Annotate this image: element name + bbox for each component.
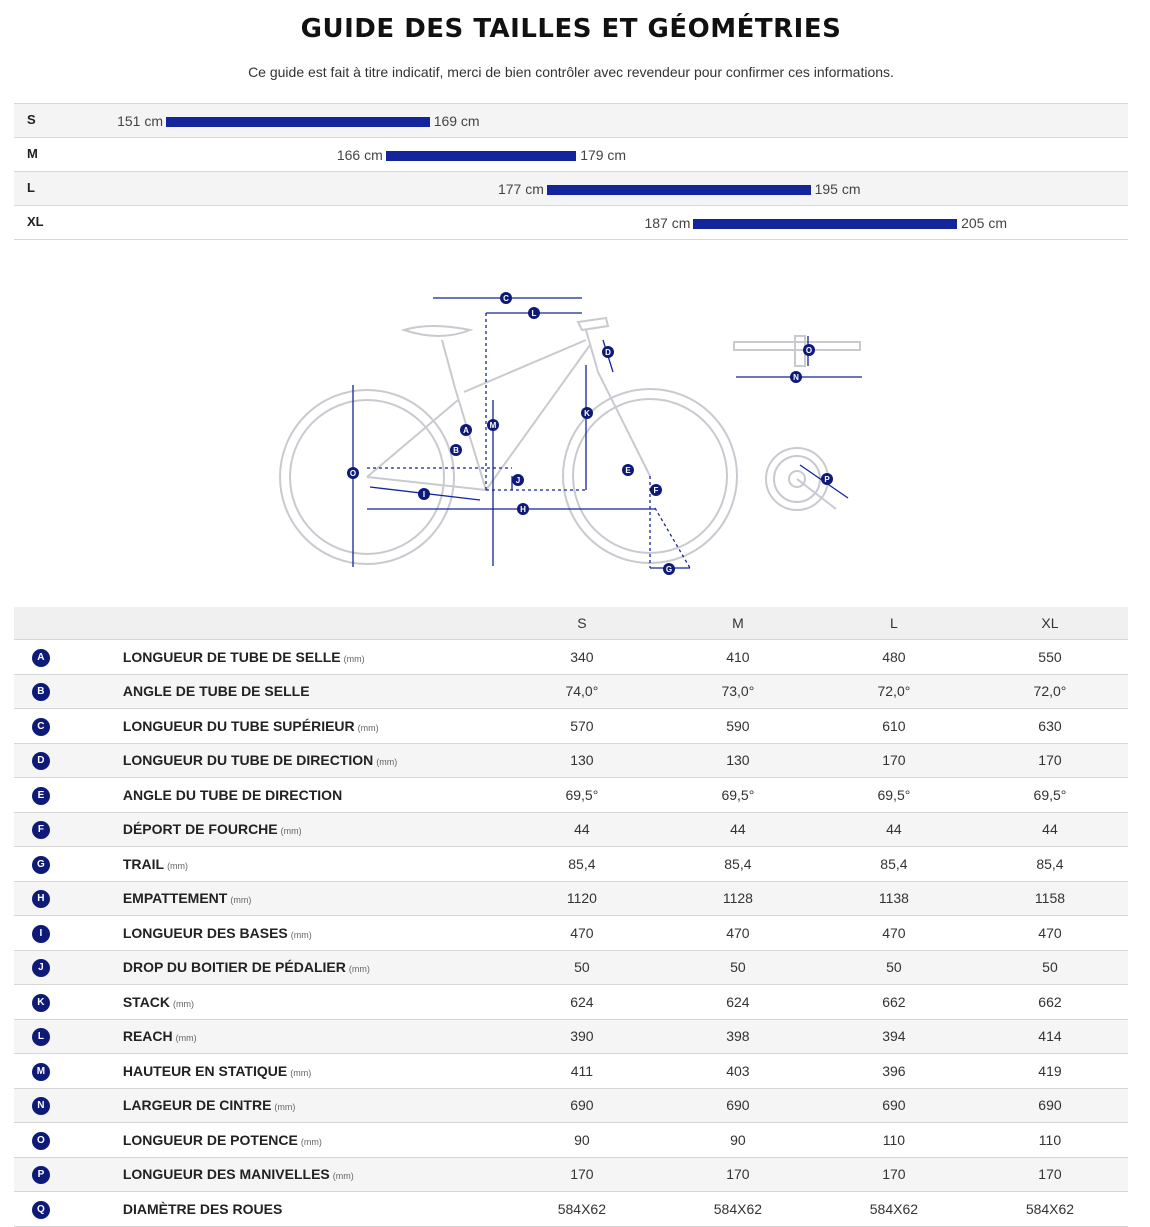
row-badge-cell — [14, 674, 68, 709]
letter-badge: M — [32, 1063, 50, 1081]
handlebar-drawing — [734, 336, 860, 366]
size-range-chart — [14, 103, 1128, 240]
row-value: 584X62 — [504, 1192, 660, 1227]
letter-badge: E — [32, 787, 50, 805]
diagram-marker — [517, 503, 529, 515]
row-value: 480 — [816, 640, 972, 675]
table-row — [14, 1054, 1128, 1089]
table-header-row — [14, 607, 1128, 640]
range-max-label: 169 cm — [433, 113, 480, 129]
row-unit: (mm) — [274, 1102, 296, 1113]
range-max-label: 205 cm — [961, 215, 1008, 231]
table-row — [14, 709, 1128, 744]
row-label: DÉPORT DE FOURCHE — [122, 821, 278, 838]
row-label-cell — [68, 778, 504, 813]
row-value: 85,4 — [816, 847, 972, 882]
diagram-marker — [528, 307, 540, 319]
row-badge-cell — [14, 1123, 68, 1158]
row-value: 624 — [660, 985, 816, 1020]
range-min-label: 151 cm — [117, 113, 163, 129]
row-value: 584X62 — [816, 1192, 972, 1227]
row-value: 50 — [504, 950, 660, 985]
diagram-marker — [512, 474, 524, 486]
row-value: 624 — [504, 985, 660, 1020]
row-value: 470 — [816, 916, 972, 951]
row-unit: (mm) — [175, 1033, 197, 1044]
row-value: 110 — [816, 1123, 972, 1158]
row-value: 50 — [660, 950, 816, 985]
table-row — [14, 985, 1128, 1020]
diagram-marker — [602, 346, 614, 358]
svg-text:A: A — [463, 426, 469, 435]
row-unit: (mm) — [332, 1171, 354, 1182]
svg-text:F: F — [653, 486, 659, 495]
row-value: 398 — [660, 1019, 816, 1054]
row-value: 470 — [660, 916, 816, 951]
row-value: 470 — [504, 916, 660, 951]
diagram-marker — [790, 371, 802, 383]
row-label: LARGEUR DE CINTRE — [122, 1097, 272, 1114]
size-range-row — [14, 137, 1128, 171]
table-row — [14, 1157, 1128, 1192]
row-badge-cell — [14, 881, 68, 916]
svg-text:J: J — [515, 476, 521, 485]
row-value: 110 — [972, 1123, 1128, 1158]
row-value: 130 — [504, 743, 660, 778]
diagram-marker — [347, 467, 359, 479]
diagram-marker — [650, 484, 662, 496]
svg-text:O: O — [805, 346, 813, 355]
row-label: TRAIL — [122, 855, 165, 872]
table-row — [14, 881, 1128, 916]
row-value: 340 — [504, 640, 660, 675]
row-label-cell — [68, 1123, 504, 1158]
row-value: 584X62 — [660, 1192, 816, 1227]
header-size-m: M — [660, 607, 816, 640]
header-size-s: S — [504, 607, 660, 640]
row-badge-cell — [14, 709, 68, 744]
row-label: HAUTEUR EN STATIQUE — [122, 1062, 288, 1079]
size-label: L — [27, 180, 35, 195]
header-size-l: L — [816, 607, 972, 640]
letter-badge: P — [32, 1166, 50, 1184]
page-subtitle: Ce guide est fait à titre indicatif, merci de bien contrôler avec revendeur pour confirmer ces informations. — [248, 64, 894, 80]
svg-text:D: D — [605, 348, 611, 357]
row-label-cell — [68, 674, 504, 709]
range-bar — [386, 151, 576, 161]
table-row — [14, 1088, 1128, 1123]
row-label-cell — [68, 950, 504, 985]
row-value: 170 — [972, 1157, 1128, 1192]
row-value: 690 — [972, 1088, 1128, 1123]
row-label: LONGUEUR DE TUBE DE SELLE — [122, 648, 341, 665]
row-value: 1128 — [660, 881, 816, 916]
row-label-cell — [68, 847, 504, 882]
row-unit: (mm) — [300, 1136, 322, 1147]
row-value: 410 — [660, 640, 816, 675]
row-value: 170 — [816, 1157, 972, 1192]
svg-text:M: M — [489, 421, 497, 430]
row-badge-cell — [14, 847, 68, 882]
row-value: 690 — [504, 1088, 660, 1123]
row-badge-cell — [14, 1088, 68, 1123]
letter-badge: K — [32, 994, 50, 1012]
page-title: GUIDE DES TAILLES ET GÉOMÉTRIES — [300, 14, 842, 44]
diagram-marker — [821, 473, 833, 485]
row-label: DIAMÈTRE DES ROUES — [122, 1200, 283, 1217]
row-value: 630 — [972, 709, 1128, 744]
row-label: DROP DU BOITIER DE PÉDALIER — [122, 959, 346, 976]
row-label-cell — [68, 985, 504, 1020]
svg-text:N: N — [793, 373, 799, 382]
row-value: 411 — [504, 1054, 660, 1089]
table-row — [14, 916, 1128, 951]
svg-text:G: G — [665, 565, 673, 574]
row-value: 74,0° — [504, 674, 660, 709]
row-label: REACH — [122, 1028, 173, 1045]
row-badge-cell — [14, 1054, 68, 1089]
row-label: LONGUEUR DE POTENCE — [122, 1131, 298, 1148]
row-badge-cell — [14, 985, 68, 1020]
svg-text:E: E — [625, 466, 631, 475]
letter-badge: D — [32, 752, 50, 770]
row-value: 72,0° — [816, 674, 972, 709]
svg-text:B: B — [453, 446, 459, 455]
row-value: 570 — [504, 709, 660, 744]
row-badge-cell — [14, 916, 68, 951]
bike-frame-drawing — [280, 318, 737, 564]
row-value: 44 — [972, 812, 1128, 847]
row-unit: (mm) — [376, 757, 398, 768]
row-badge-cell — [14, 1192, 68, 1227]
row-unit: (mm) — [280, 826, 302, 837]
letter-badge: Q — [32, 1201, 50, 1219]
range-bar — [547, 185, 811, 195]
row-badge-cell — [14, 743, 68, 778]
size-label: S — [27, 112, 36, 127]
diagram-marker — [803, 344, 815, 356]
row-value: 72,0° — [972, 674, 1128, 709]
size-label: XL — [27, 214, 44, 229]
diagram-marker — [450, 444, 462, 456]
diagram-marker — [487, 419, 499, 431]
letter-badge: J — [32, 959, 50, 977]
size-label: M — [27, 146, 38, 161]
svg-text:O: O — [349, 469, 357, 478]
row-value: 73,0° — [660, 674, 816, 709]
header-size-xl: XL — [972, 607, 1128, 640]
row-label: ANGLE DE TUBE DE SELLE — [122, 683, 310, 700]
row-value: 396 — [816, 1054, 972, 1089]
row-value: 69,5° — [972, 778, 1128, 813]
row-label-cell — [68, 640, 504, 675]
row-value: 170 — [972, 743, 1128, 778]
table-row — [14, 1019, 1128, 1054]
row-value: 170 — [816, 743, 972, 778]
row-value: 662 — [816, 985, 972, 1020]
diagram-marker — [663, 563, 675, 575]
row-value: 403 — [660, 1054, 816, 1089]
row-unit: (mm) — [290, 1067, 312, 1078]
row-unit: (mm) — [173, 998, 195, 1009]
row-value: 1138 — [816, 881, 972, 916]
range-max-label: 195 cm — [814, 181, 861, 197]
row-unit: (mm) — [348, 964, 370, 975]
row-value: 170 — [504, 1157, 660, 1192]
row-value: 44 — [816, 812, 972, 847]
letter-badge: F — [32, 821, 50, 839]
row-label-cell — [68, 881, 504, 916]
table-row — [14, 1192, 1128, 1227]
row-value: 394 — [816, 1019, 972, 1054]
svg-text:H: H — [520, 505, 526, 514]
row-badge-cell — [14, 640, 68, 675]
geometry-table — [14, 607, 1128, 1227]
row-badge-cell — [14, 812, 68, 847]
row-label: LONGUEUR DES MANIVELLES — [122, 1166, 330, 1183]
row-badge-cell — [14, 950, 68, 985]
row-label-cell — [68, 1192, 504, 1227]
diagram-marker — [460, 424, 472, 436]
row-label: LONGUEUR DU TUBE SUPÉRIEUR — [122, 717, 355, 734]
diagram-marker — [622, 464, 634, 476]
row-value: 390 — [504, 1019, 660, 1054]
row-badge-cell — [14, 778, 68, 813]
letter-badge: G — [32, 856, 50, 874]
letter-badge: B — [32, 683, 50, 701]
table-row — [14, 778, 1128, 813]
svg-text:P: P — [824, 475, 830, 484]
svg-text:K: K — [584, 409, 590, 418]
row-value: 85,4 — [660, 847, 816, 882]
diagram-marker — [581, 407, 593, 419]
row-label-cell — [68, 812, 504, 847]
range-min-label: 187 cm — [644, 215, 691, 231]
row-value: 90 — [660, 1123, 816, 1158]
range-min-label: 166 cm — [336, 147, 383, 163]
table-row — [14, 812, 1128, 847]
row-value: 662 — [972, 985, 1128, 1020]
diagram-marker — [500, 292, 512, 304]
table-row — [14, 847, 1128, 882]
header-empty-label — [68, 607, 504, 640]
row-value: 85,4 — [504, 847, 660, 882]
letter-badge: O — [32, 1132, 50, 1150]
table-row — [14, 1123, 1128, 1158]
size-range-row — [14, 205, 1128, 240]
row-value: 170 — [660, 1157, 816, 1192]
diagram-marker — [418, 488, 430, 500]
row-label: EMPATTEMENT — [122, 890, 228, 907]
row-value: 90 — [504, 1123, 660, 1158]
range-min-label: 177 cm — [497, 181, 544, 197]
row-value: 44 — [504, 812, 660, 847]
row-value: 69,5° — [660, 778, 816, 813]
range-bar — [693, 219, 957, 229]
row-label-cell — [68, 1054, 504, 1089]
row-value: 584X62 — [972, 1192, 1128, 1227]
bike-geometry-diagram — [0, 240, 1150, 590]
svg-text:L: L — [531, 309, 537, 318]
row-value: 85,4 — [972, 847, 1128, 882]
row-value: 690 — [816, 1088, 972, 1123]
letter-badge: A — [32, 649, 50, 667]
row-badge-cell — [14, 1019, 68, 1054]
row-value: 550 — [972, 640, 1128, 675]
header-empty-badge — [14, 607, 68, 640]
row-label-cell — [68, 1019, 504, 1054]
row-label: STACK — [122, 993, 171, 1010]
row-label-cell — [68, 709, 504, 744]
letter-badge: L — [32, 1028, 50, 1046]
svg-text:I: I — [422, 490, 426, 499]
row-badge-cell — [14, 1157, 68, 1192]
letter-badge: N — [32, 1097, 50, 1115]
letter-badge: C — [32, 718, 50, 736]
row-label-cell — [68, 743, 504, 778]
row-value: 1120 — [504, 881, 660, 916]
row-value: 610 — [816, 709, 972, 744]
row-value: 414 — [972, 1019, 1128, 1054]
row-value: 470 — [972, 916, 1128, 951]
svg-text:C: C — [503, 294, 509, 303]
row-value: 69,5° — [504, 778, 660, 813]
row-value: 690 — [660, 1088, 816, 1123]
size-range-row — [14, 103, 1128, 137]
table-row — [14, 674, 1128, 709]
letter-badge: H — [32, 890, 50, 908]
row-value: 130 — [660, 743, 816, 778]
row-value: 50 — [816, 950, 972, 985]
size-range-row — [14, 171, 1128, 205]
row-unit: (mm) — [230, 895, 252, 906]
row-value: 419 — [972, 1054, 1128, 1089]
range-max-label: 179 cm — [580, 147, 627, 163]
table-row — [14, 950, 1128, 985]
row-label-cell — [68, 1088, 504, 1123]
row-value: 590 — [660, 709, 816, 744]
table-row — [14, 743, 1128, 778]
row-unit: (mm) — [343, 653, 365, 664]
row-value: 1158 — [972, 881, 1128, 916]
row-value: 50 — [972, 950, 1128, 985]
row-value: 69,5° — [816, 778, 972, 813]
row-unit: (mm) — [167, 860, 189, 871]
letter-badge: I — [32, 925, 50, 943]
table-row — [14, 640, 1128, 675]
row-label: ANGLE DU TUBE DE DIRECTION — [122, 786, 343, 803]
row-value: 44 — [660, 812, 816, 847]
row-label-cell — [68, 916, 504, 951]
row-unit: (mm) — [290, 929, 312, 940]
row-label: LONGUEUR DU TUBE DE DIRECTION — [122, 752, 374, 769]
row-unit: (mm) — [357, 722, 379, 733]
row-label-cell — [68, 1157, 504, 1192]
range-bar — [166, 117, 430, 127]
row-label: LONGUEUR DES BASES — [122, 924, 288, 941]
